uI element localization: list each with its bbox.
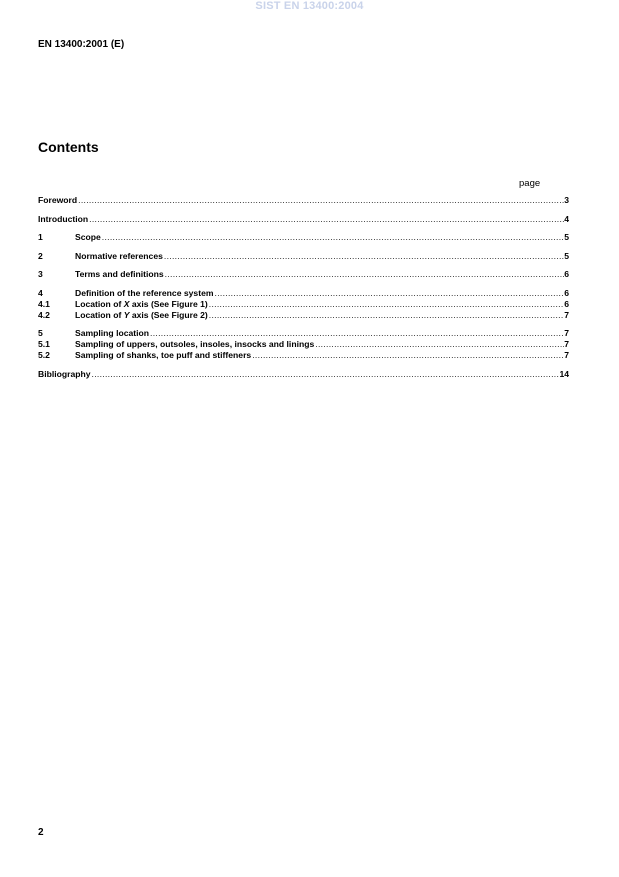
toc-entry-title: Sampling of shanks, toe puff and stiffeners (75, 350, 252, 360)
toc-entry-y-axis[interactable] (38, 310, 569, 321)
page-number: 2 (38, 827, 44, 838)
toc-title-suffix: axis (See Figure 2) (129, 309, 208, 320)
toc-title-prefix: Location of (75, 298, 124, 309)
toc-entry-normative-references[interactable] (38, 251, 569, 262)
toc-entry-page: 6 (564, 298, 569, 309)
toc-entry-page: 7 (564, 328, 569, 338)
toc-entry-x-axis[interactable] (38, 299, 569, 310)
toc-entry-title: Foreword (38, 195, 78, 205)
toc-title-prefix: Location of (75, 309, 124, 320)
toc-title-axis: Y (123, 309, 130, 320)
toc-entry-title: Scope (75, 232, 101, 242)
dot-leader (89, 214, 564, 225)
toc-entry-number: 3 (38, 269, 43, 279)
dot-leader (102, 232, 564, 243)
toc-entry-title: Bibliography (38, 368, 91, 379)
toc-entry-number: 4 (38, 287, 43, 298)
dot-leader (164, 251, 564, 262)
toc-entry-title: Introduction (38, 213, 89, 224)
toc-entry-introduction[interactable] (38, 214, 569, 225)
dot-leader (252, 350, 564, 361)
toc-entry-sampling-uppers[interactable] (38, 339, 569, 350)
toc-entry-title (75, 310, 208, 321)
toc-entry-title: Terms and definitions (75, 269, 164, 279)
toc-entry-title: Sampling of uppers, outsoles, insoles, insocks and linings (75, 339, 315, 349)
toc-entry-page: 6 (564, 269, 569, 279)
toc-entry-title: Sampling location (75, 328, 150, 338)
toc-entry-number: 2 (38, 250, 43, 261)
toc-entry-page: 6 (564, 287, 569, 298)
toc-entry-bibliography[interactable] (38, 369, 569, 380)
table-of-contents (38, 195, 569, 380)
dot-leader (78, 195, 564, 206)
dot-leader (315, 339, 564, 350)
toc-entry-page: 4 (564, 213, 569, 224)
contents-title: Contents (38, 139, 99, 155)
dot-leader (165, 269, 565, 280)
toc-entry-page: 5 (564, 250, 569, 261)
toc-entry-foreword[interactable] (38, 195, 569, 206)
toc-entry-title: Normative references (75, 250, 163, 261)
toc-entry-page: 3 (564, 195, 569, 205)
toc-entry-sampling-location[interactable] (38, 328, 569, 339)
toc-entry-number: 5.1 (38, 339, 50, 349)
toc-entry-reference-system[interactable] (38, 288, 569, 299)
toc-title-suffix: axis (See Figure 1) (129, 298, 208, 309)
dot-leader (209, 310, 564, 321)
toc-entry-number: 4.2 (38, 309, 50, 320)
toc-entry-number: 5.2 (38, 350, 50, 360)
toc-entry-page: 5 (564, 232, 569, 242)
document-id: EN 13400:2001 (E) (38, 39, 125, 50)
dot-leader (209, 299, 564, 310)
toc-entry-title: Definition of the reference system (75, 287, 214, 298)
page-column-label: page (519, 178, 541, 189)
toc-entry-number: 5 (38, 328, 43, 338)
dot-leader (92, 369, 560, 380)
toc-title-axis: X (123, 298, 130, 309)
toc-entry-number: 1 (38, 232, 43, 242)
toc-entry-sampling-shanks[interactable] (38, 350, 569, 361)
toc-entry-page: 7 (564, 350, 569, 360)
toc-entry-page: 14 (559, 368, 569, 379)
toc-entry-title (75, 299, 208, 310)
dot-leader (150, 328, 564, 339)
toc-entry-terms-and-definitions[interactable] (38, 269, 569, 280)
watermark: SIST EN 13400:2004 (255, 0, 364, 12)
toc-entry-page: 7 (564, 339, 569, 349)
dot-leader (215, 288, 565, 299)
toc-entry-page: 7 (564, 309, 569, 320)
toc-entry-scope[interactable] (38, 232, 569, 243)
toc-entry-number: 4.1 (38, 298, 50, 309)
